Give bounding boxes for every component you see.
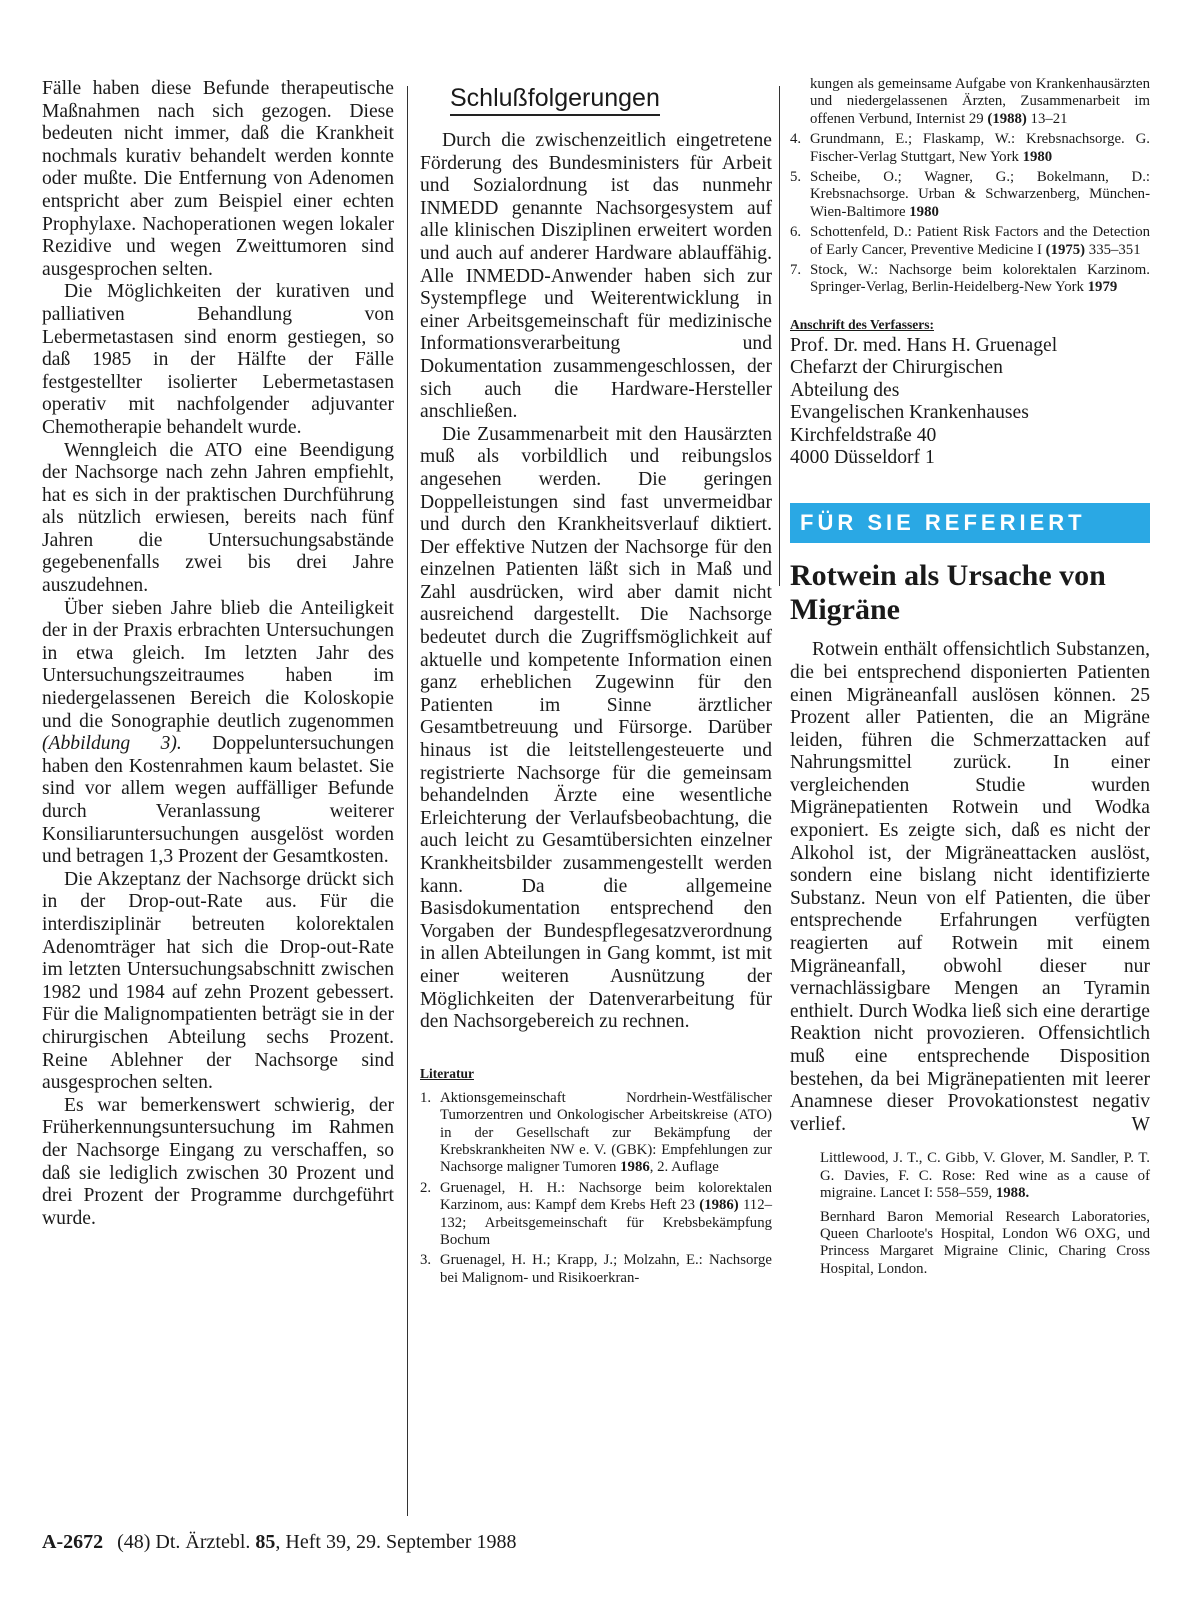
paragraph: Es war bemerkenswert schwierig, der Früherkennungsuntersuchung im Rahmen der Nachsorge Eingang zu verschaffen, so daß sie lediglich zwischen 30 Prozent und drei Prozent der Programme durchgeführt wurde. [42, 1094, 394, 1229]
reference-number: 7. [790, 262, 802, 279]
reference-item [420, 1252, 772, 1287]
paragraph-text: Über sieben Jahre blieb die Anteiligkeit der in der Praxis erbrachten Untersuchungen in etwa gleich. Im letzten Jahr des Untersuchungszeitraumes haben im niedergelassenen Bereich die Koloskopie und die Sonographie deutlich zugenommen [42, 597, 394, 732]
reference-year: (1988) [987, 110, 1027, 127]
citation-text: Littlewood, J. T., C. Gibb, V. Glover, M. Sandler, P. T. G. Davies, F. C. Rose: Red wine as a cause of migraine. Lancet I: 558–559, [820, 1150, 1150, 1202]
literature-heading: Literatur [420, 1065, 474, 1081]
reference-text: Stock, W.: Nachsorge beim kolorektalen Karzinom. Springer-Verlag, Berlin-Heidelberg-New York [810, 262, 1150, 296]
page-number: A-2672 [42, 1531, 104, 1553]
reference-text: Aktionsgemeinschaft Nordrhein-Westfälischer Tumorzentren und Onkologischer Arbeitskreise (ATO) in der Gesellschaft zur Bekämpfung der Krebskrankheiten NW e. V. (GBK): Empfehlungen zur Nachsorge maligner Tumoren [440, 1089, 772, 1176]
reference-year: 1986 [620, 1159, 650, 1176]
reference-number: 3. [420, 1252, 432, 1269]
reference-text: Scheibe, O.; Wagner, G.; Bokelmann, D.: Krebsnachsorge. Urban & Schwarzenberg, München-Wien-Baltimore [810, 169, 1150, 220]
address-heading: Anschrift des Verfassers: [790, 316, 934, 332]
address-line: Prof. Dr. med. Hans H. Gruenagel [790, 334, 1058, 356]
article-body [790, 639, 1150, 1136]
reference-number: 2. [420, 1179, 432, 1196]
column-3 [790, 78, 1150, 1284]
journal-issue: , Heft 39, 29. September 1988 [275, 1531, 517, 1553]
figure-reference: (Abbildung 3). [42, 733, 182, 755]
reference-text: 112–132; Arbeitsgemeinschaft für Krebsbekämpfung Bochum [440, 1197, 772, 1248]
paragraph [790, 639, 1150, 1136]
reference-text: 13–21 [1026, 110, 1068, 127]
section-heading: Schlußfolgerungen [450, 84, 660, 116]
author-signature: W [1131, 1113, 1150, 1135]
reference-number: 6. [790, 224, 802, 241]
paragraph-text: Doppeluntersuchungen haben den Kostenrahmen kaum belastet. Sie sind vor allem wegen auffälliger Befunde durch Veranlassung weiterer Konsiliaruntersuchungen ausgelöst worden und betragen 1,3 Prozent der Gesamtkosten. [42, 733, 395, 868]
article-title: Rotwein als Ursache von Migräne [790, 559, 1106, 627]
reference-text: Grundmann, E.; Flaskamp, W.: Krebsnachsorge. G. Fischer-Verlag Stuttgart, New York [810, 131, 1150, 165]
reference-number: 4. [790, 131, 802, 148]
page-footer [42, 1531, 516, 1554]
reference-continuation [790, 76, 1150, 128]
paragraph [42, 598, 394, 869]
column-2 [420, 78, 772, 1287]
reference-year: (1986) [699, 1197, 739, 1214]
paragraph: Die Akzeptanz der Nachsorge drückt sich in der Drop-out-Rate aus. Für die interdisziplinär betreuten kolorektalen Adenomträger hat sich die Drop-out-Rate im letzten Untersuchungsabschnitt zwischen 1982 und 1984 auf zehn Prozent gebessert. Für die Malignompatienten beträgt sie in der chirurgischen Abteilung sechs Prozent. Reine Ablehner der Nachsorge sind ausgesprochen selten. [42, 868, 394, 1094]
paragraph: Die Zusammenarbeit mit den Hausärzten muß als vorbildlich und reibungslos angesehen werden. Die geringen Doppelleistungen sind fast unvermeidbar und durch den Krankheitsverlauf diktiert. Der effektive Nutzen der Nachsorge für den einzelnen Patienten läßt sich in Maß und Zahl ausdrücken, wird aber damit nicht ausreichend dargestellt. Die Nachsorge bedeutet durch die Zugriffsmöglichkeit auf aktuelle und kompetente Information einen ganz erheblichen Zugewinn für den Patienten im Sinne ärztlicher Gesamtbetreuung und Fürsorge. Darüber hinaus ist die leitstellengesteuerte und registrierte Nachsorge für die gemeinsam behandelnden Ärzte eine wesentliche Erleichterung der Verlaufsbeobachtung, die auch leicht zu Gesamtübersichten einzelner Krankheitsbilder zusammengestellt werden kann. Da die allgemeine Basisdokumentation entsprechend den Vorgaben der Bundespflegesatzverordnung in allen Abteilungen in Gang kommt, ist mit einer weiteren Ausnützung der Möglichkeiten der Datenverarbeitung für den Nachsorgebereich zu rechnen. [420, 423, 772, 1033]
reference-list [420, 1090, 772, 1287]
reference-text: kungen als gemeinsame Aufgabe von Krankenhausärzten und niedergelassenen Ärzten, Zusammenarbeit im offenen Verbund, Internist 29 [810, 76, 1150, 127]
reference-year: 1979 [1087, 279, 1118, 296]
column-1 [42, 78, 394, 1230]
section-banner: FÜR SIE REFERIERT [790, 503, 1150, 543]
reference-item [420, 1180, 772, 1250]
reference-number: 1. [420, 1089, 432, 1106]
column-divider-right [779, 86, 780, 586]
reference-list [790, 131, 1150, 297]
address-line: 4000 Düsseldorf 1 [790, 446, 935, 468]
reference-item [790, 169, 1150, 221]
address-line: Kirchfeldstraße 40 [790, 424, 937, 446]
reference-item [790, 131, 1150, 166]
author-address [790, 335, 1150, 469]
reference-text: 335–351 [1085, 241, 1141, 258]
reference-year: (1975) [1045, 241, 1086, 258]
reference-item [790, 262, 1150, 297]
paragraph: Fälle haben diese Befunde therapeutische Maßnahmen nach sich gezogen. Diese bedeuten nicht immer, daß die Krankheit nochmals kurativ behandelt werden konnte oder mußte. Die Entfernung von Adenomen entspricht aber zum Beispiel einer echten Prophylaxe. Nachoperationen wegen lokaler Rezidive und wegen Zweittumoren sind ausgesprochen selten. [42, 78, 394, 280]
address-line: Chefarzt der Chirurgischen [790, 357, 1003, 379]
address-line: Evangelischen Krankenhauses [790, 402, 1029, 424]
reference-item [790, 224, 1150, 259]
journal-volume: 85 [255, 1531, 276, 1553]
reference-text: Gruenagel, H. H.: Nachsorge beim kolorektalen Karzinom, aus: Kampf dem Krebs Heft 23 [440, 1179, 772, 1214]
reference-year: 1980 [909, 203, 939, 220]
reference-text: , 2. Auflage [649, 1159, 719, 1176]
reference-year: 1980 [1022, 148, 1053, 165]
paragraph: Wenngleich die ATO eine Beendigung der Nachsorge nach zehn Jahren empfiehlt, hat es sich in der praktischen Durchführung als nützlich erwiesen, bereits nach fünf Jahren die Untersuchungsabstände gegebenenfalls zwei bis drei Jahre auszudehnen. [42, 439, 394, 597]
article-citation [820, 1150, 1150, 1202]
paragraph-text: Rotwein enthält offensichtlich Substanzen, die bei entsprechend disponierten Patienten einen Migräneanfall auslösen können. 25 Prozent aller Patienten, die an Migräne leiden, führen die Schmerzattacken auf Nahrungsmittel zurück. In einer vergleichenden Studie wurden Migränepatienten Rotwein und Wodka exponiert. Es zeigte sich, daß es nicht der Alkohol ist, der Migräneattacken auslöst, sondern eine bislang nicht identifizierte Substanz. Neun von elf Patienten, die über entsprechende Erfahrungen verfügten reagierten auf Rotwein mit einem Migräneanfall, obwohl dieser nur vernachlässigbare Mengen an Tyramin enthielt. Durch Wodka ließ sich eine derartige Reaktion nicht provozieren. Offensichtlich muß eine entsprechende Disposition bestehen, da bei Migränepatienten mit leerer Anamnese dieser Provokationstest negativ verlief. [790, 639, 1150, 1135]
paragraph: Die Möglichkeiten der kurativen und palliativen Behandlung von Lebermetastasen sind enorm gestiegen, so daß 1985 in der Hälfte der Fälle festgestellter isolierter Lebermetastasen operativ mit nachfolgender adjuvanter Chemotherapie behandelt wurde. [42, 281, 394, 438]
reference-text: Gruenagel, H. H.; Krapp, J.; Molzahn, E.: Nachsorge bei Malignom- und Risikoerkran- [440, 1252, 772, 1286]
journal-citation: (48) Dt. Ärztebl. [117, 1531, 256, 1553]
address-line: Abteilung des [790, 379, 900, 401]
reference-item [420, 1090, 772, 1177]
reference-text: Schottenfeld, D.: Patient Risk Factors and the Detection of Early Cancer, Preventive Medicine I [810, 224, 1150, 258]
citation-year: 1988. [995, 1185, 1030, 1202]
article-affiliation: Bernhard Baron Memorial Research Laboratories, Queen Charloote's Hospital, London W6 OXG, und Princess Margaret Migraine Clinic, Charing Cross Hospital, London. [820, 1208, 1150, 1277]
reference-number: 5. [790, 169, 802, 186]
column-divider-left [407, 86, 408, 1516]
article-sources [790, 1150, 1150, 1278]
paragraph: Durch die zwischenzeitlich eingetretene Förderung des Bundesministers für Arbeit und Sozialordnung ist das nunmehr INMEDD genannte Nachsorgesystem auf alle klinischen Disziplinen erweitert worden und auch auf anderer Hardware ablauffähig. Alle INMEDD-Anwender haben sich zur Systempflege und Weiterentwicklung in einer Arbeitsgemeinschaft für medizinische Informationsverarbeitung und Dokumentation zusammengeschlossen, der sich auch die Hardware-Hersteller anschließen. [420, 130, 772, 423]
